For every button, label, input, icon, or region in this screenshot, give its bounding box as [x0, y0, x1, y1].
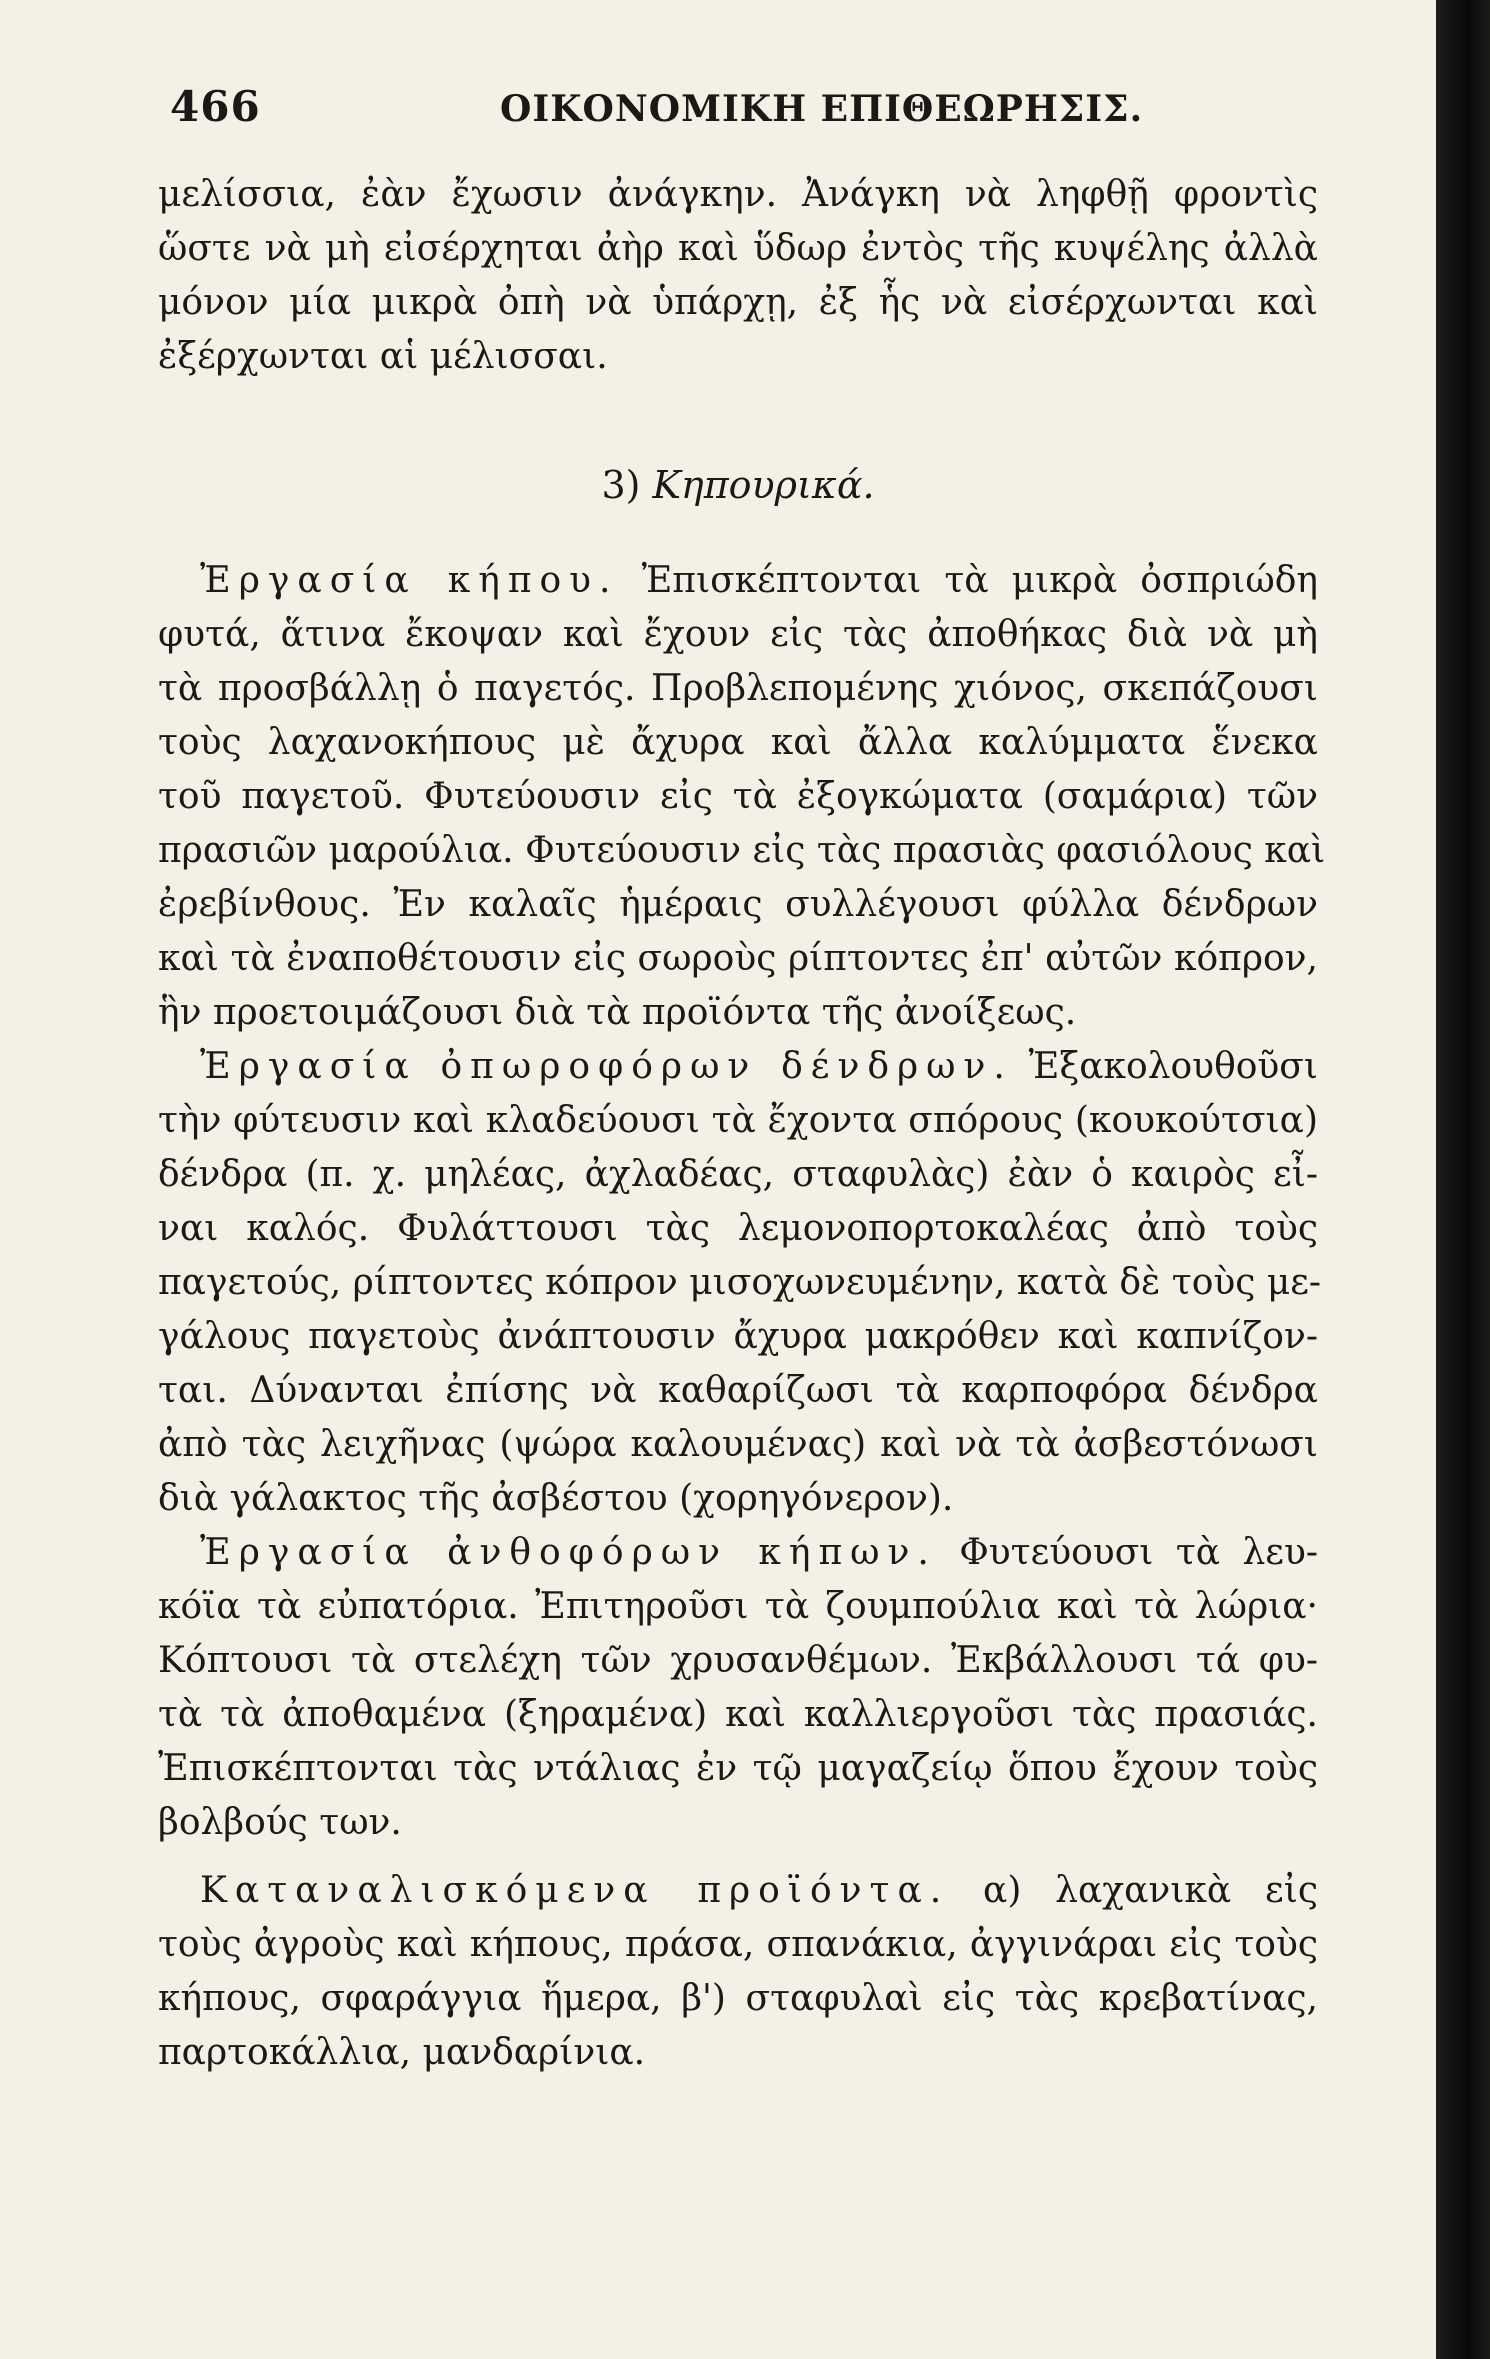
- text-line: παγετούς, ρίπτοντες κόπρον μισοχωνευμένην, κατὰ δὲ τοὺς με-: [158, 1262, 1322, 1303]
- text-line: δένδρα (π. χ. μηλέας, ἀχλαδέας, σταφυλὰς) ἐὰν ὁ καιρὸς εἶ-: [158, 1154, 1318, 1195]
- text-line: διὰ γάλακτος τῆς ἀσβέστου (χορηγόνερον).: [158, 1478, 954, 1519]
- text-line: ται. Δύνανται ἐπίσης νὰ καθαρίζωσι τὰ καρποφόρα δένδρα: [158, 1370, 1318, 1411]
- paragraph-lead: Ἐργασία ὀπωροφόρων δένδρων.: [200, 1046, 1013, 1087]
- text-line: Κόπτουσι τὰ στελέχη τῶν χρυσανθέμων. Ἐκβάλλουσι τά φυ-: [158, 1640, 1318, 1681]
- running-title: ΟΙΚΟΝΟΜΙΚΗ ΕΠΙΘΕΩΡΗΣΙΣ.: [500, 88, 1144, 130]
- text-line: ἣν προετοιμάζουσι διὰ τὰ προϊόντα τῆς ἀνοίξεως.: [158, 992, 1077, 1033]
- text-line: τοὺς ἀγροὺς καὶ κήπους, πράσα, σπανάκια, ἀγγινάραι εἰς τοὺς: [158, 1924, 1318, 1965]
- text-line: τὰ τὰ ἀποθαμένα (ξηραμένα) καὶ καλλιεργοῦσι τὰς πρασιάς.: [158, 1694, 1318, 1735]
- text-line: γάλους παγετοὺς ἀνάπτουσιν ἄχυρα μακρόθεν καὶ καπνίζον-: [158, 1316, 1318, 1357]
- paragraph-line: [200, 1866, 1318, 1916]
- section-title: Κηπουρικά.: [652, 463, 875, 507]
- text-line: καὶ τὰ ἐναποθέτουσιν εἰς σωροὺς ρίπτοντες ἐπ' αὐτῶν κόπρον,: [158, 938, 1318, 979]
- text-line: τὴν φύτευσιν καὶ κλαδεύουσι τὰ ἔχοντα σπόρους (κουκούτσια): [158, 1100, 1318, 1141]
- text-line: παρτοκάλλια, μανδαρίνια.: [158, 2032, 646, 2073]
- paragraph-lead: Ἐργασία κήπου.: [200, 560, 619, 601]
- paragraph-line: [200, 1528, 1318, 1578]
- text-line: κόϊα τὰ εὐπατόρια. Ἐπιτηροῦσι τὰ ζουμπούλια καὶ τὰ λώρια·: [158, 1586, 1318, 1627]
- text-line: ἀπὸ τὰς λειχῆνας (ψώρα καλουμένας) καὶ νὰ τὰ ἀσβεστόνωσι: [158, 1424, 1318, 1465]
- text-line: μελίσσια, ἐὰν ἔχωσιν ἀνάγκην. Ἀνάγκη νὰ ληφθῇ φροντὶς: [158, 174, 1318, 215]
- text-line: κήπους, σφαράγγια ἥμερα, β') σταφυλαὶ εἰς τὰς κρεβατίνας,: [158, 1978, 1318, 2019]
- text-line: Ἐπισκέπτονται τὰς ντάλιας ἐν τῷ μαγαζείῳ ὅπου ἔχουν τοὺς: [158, 1748, 1318, 1789]
- text-line: τοῦ παγετοῦ. Φυτεύουσιν εἰς τὰ ἐξογκώματα (σαμάρια) τῶν: [158, 776, 1318, 817]
- text-line: ὥστε νὰ μὴ εἰσέρχηται ἀὴρ καὶ ὕδωρ ἐντὸς τῆς κυψέλης ἀλλὰ: [158, 228, 1318, 269]
- page-header: [170, 82, 1320, 142]
- text-line: τὰ προσβάλλῃ ὁ παγετός. Προβλεπομένης χιόνος, σκεπάζουσι: [158, 668, 1318, 709]
- page-number: 466: [170, 82, 261, 131]
- text-line: βολβούς των.: [158, 1802, 402, 1843]
- text-line: πρασιῶν μαρούλια. Φυτεύουσιν εἰς τὰς πρασιὰς φασιόλους καὶ: [158, 830, 1326, 871]
- section-number: 3): [601, 463, 641, 507]
- paragraph-lead: Ἐργασία ἀνθοφόρων κήπων.: [200, 1532, 937, 1573]
- paragraph-line: [200, 1042, 1318, 1092]
- paragraph-text: Ἐξακολουθοῦσι: [1028, 1046, 1318, 1087]
- text-line: ναι καλός. Φυλάττουσι τὰς λεμονοπορτοκαλέας ἀπὸ τοὺς: [158, 1208, 1318, 1249]
- text-line: φυτά, ἅτινα ἔκοψαν καὶ ἔχουν εἰς τὰς ἀποθήκας διὰ νὰ μὴ: [158, 614, 1318, 655]
- paragraph-text: α) λαχανικὰ εἰς: [983, 1870, 1318, 1911]
- text-line: τοὺς λαχανοκήπους μὲ ἄχυρα καὶ ἄλλα καλύμματα ἕνεκα: [158, 722, 1318, 763]
- paragraph-text: Φυτεύουσι τὰ λευ-: [959, 1532, 1319, 1573]
- paragraph-line: [200, 556, 1318, 606]
- text-line: ἐρεβίνθους. Ἐν καλαῖς ἡμέραις συλλέγουσι φύλλα δένδρων: [158, 884, 1318, 925]
- book-spine-shadow: [1436, 0, 1490, 2359]
- paragraph-text: Ἐπισκέπτονται τὰ μικρὰ ὀσπριώδη: [641, 560, 1319, 601]
- text-line: μόνον μία μικρὰ ὀπὴ νὰ ὑπάρχῃ, ἐξ ἧς νὰ εἰσέρχωνται καὶ: [158, 282, 1318, 323]
- paragraph-lead: Καταναλισκόμενα προϊόντα.: [200, 1870, 950, 1911]
- text-line: ἐξέρχωνται αἱ μέλισσαι.: [158, 336, 608, 377]
- section-heading: [158, 460, 1318, 510]
